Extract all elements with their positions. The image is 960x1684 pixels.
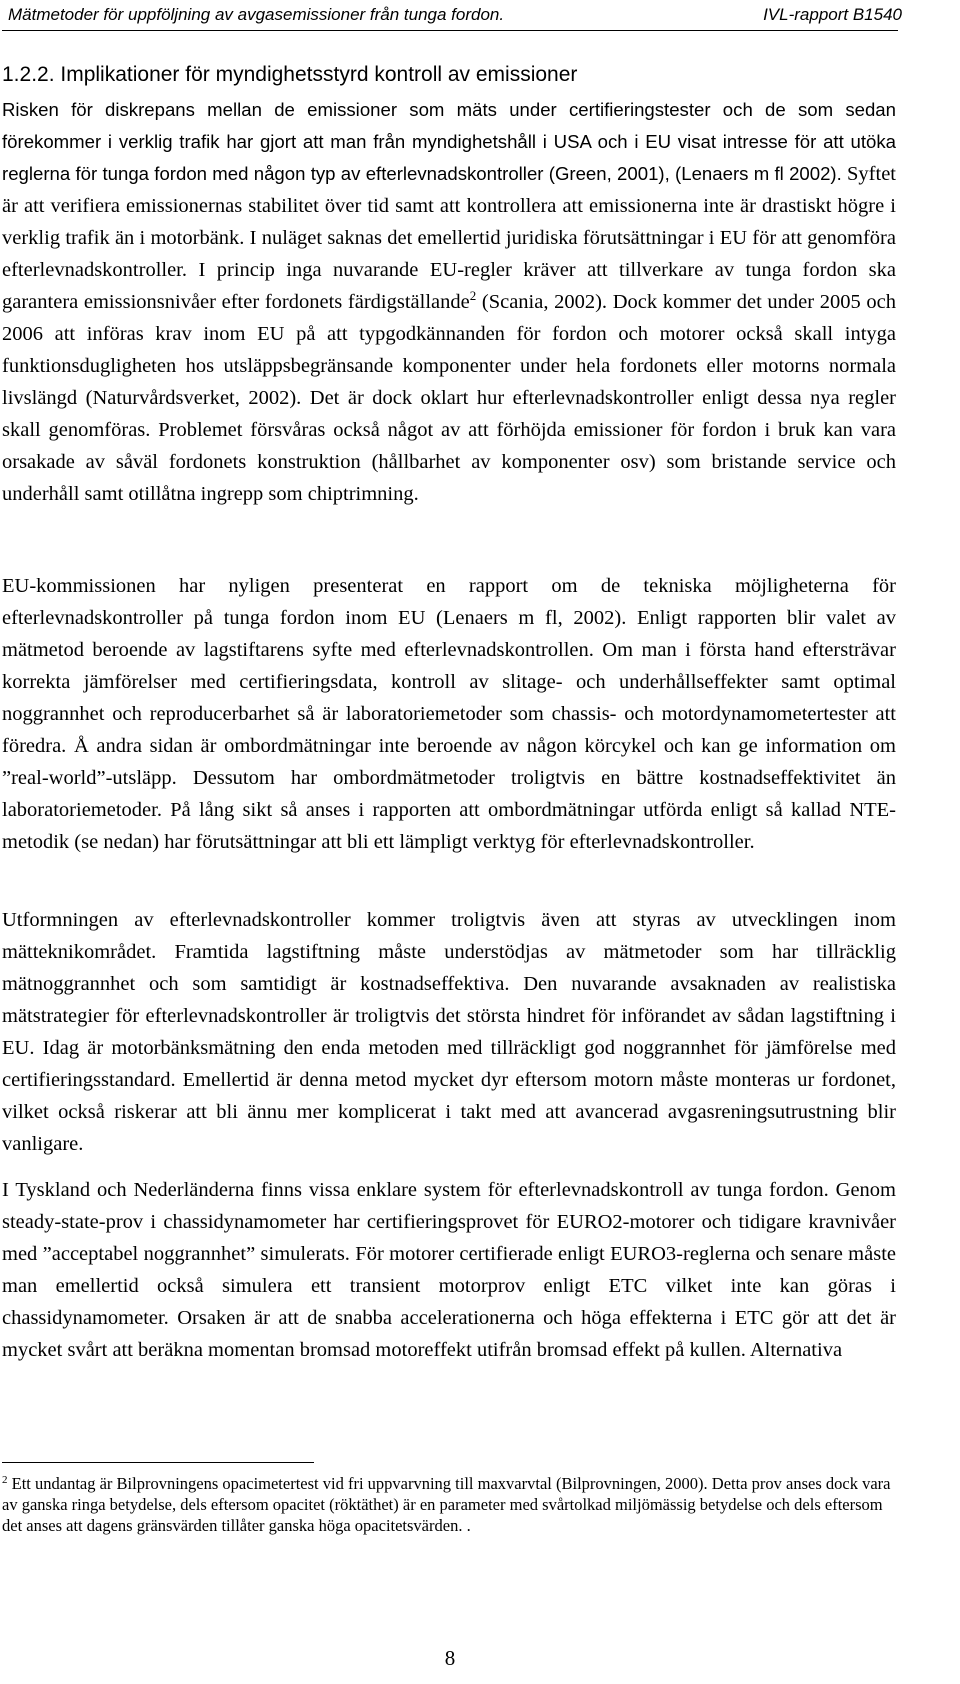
paragraph-1-part-b: (Scania, 2002). Dock kommer det under 2005 och 2006 att införas krav inom EU på att typgodkännanden för fordon och motorer också skall intyga funktionsdugligheten hos utsläppsbegränsande komponenter under hela fordonets eller motorns normala livslängd (Naturvårdsverket, 2002). Det är dock oklart hur efterlevnadskontroller enligt dessa nya regler skall genomföras. Problemet försvåras också något av att förhöjda emissioner för fordon i bruk kan vara orsakade av såväl fordonets konstruktion (hållbarhet av komponenter osv) som bristande service och underhåll samt otillåtna ingrepp som chiptrimning. xyxy=(2,291,896,505)
paragraph-1-part-a: Syftet är att verifiera emissionernas stabilitet över tid samt att kontrollera att emissionerna inte är drastiskt högre i verklig trafik än i motorbänk. I nuläget saknas det emellertid juridiska förutsättningar i EU för att genomföra efterlevnadskontroller. I princip inga nuvarande EU-regler kräver att tillverkare av tunga fordon ska garantera emissionsnivåer efter fordonets färdigställande xyxy=(2,163,897,313)
footnote-text: Ett undantag är Bilprovningens opacimetertest vid fri uppvarvning till maxvarvtal (Bilprovningen, 2000). Detta prov anses dock vara av ganska ringa betydelse, dels eftersom opacitet (röktäthet) är en parameter med svårtolkad miljömässig betydelse och dels eftersom det anses att dagens gränsvärden tillåter ganska höga opacitetsvärden. . xyxy=(2,1474,891,1535)
paragraph-1-sans-part: Risken för diskrepans mellan de emissioner som mäts under certifieringstester och de som sedan förekommer i verklig trafik har gjort att man från myndighetshåll i USA och i EU visat intresse för att utöka reglerna för tunga fordon med någon typ av efterlevnadskontroller (Green, 2001), (Lenaers m fl 2002). xyxy=(2,99,896,184)
paragraph-3: Utformningen av efterlevnadskontroller kommer troligtvis även att styras av utvecklingen inom mätteknikområdet. Framtida lagstiftning måste understödjas av mätmetoder som har tillräcklig mätnoggrannhet och som samtidigt är kostnadseffektiva. Den nuvarande avsaknaden av realistiska mätstrategier för efterlevnadskontroller är troligtvis det största hindret för införandet av sådan lagstiftning i EU. Idag är motorbänksmätning den enda metoden med tillräckligt god noggrannhet för jämförelse med certifieringsstandard. Emellertid är denna metod mycket dyr eftersom motorn måste monteras ur fordonet, vilket också riskerar att bli ännu mer komplicerat i takt med att avancerad avgasreningsutrustning blir vanligare. xyxy=(2,909,896,1155)
header-report-id: IVL-rapport B1540 xyxy=(763,5,902,24)
page-header xyxy=(0,4,960,32)
section-heading: 1.2.2. Implikationer för myndighetsstyrd kontroll av emissioner xyxy=(2,63,578,86)
header-title: Mätmetoder för uppföljning av avgasemissioner från tunga fordon. xyxy=(8,5,505,24)
header-rule xyxy=(2,30,898,31)
paragraph-1 xyxy=(2,94,896,510)
footnote-reference: 2 xyxy=(469,288,477,303)
footnote xyxy=(2,1473,898,1536)
paragraph-4: I Tyskland och Nederländerna finns vissa enklare system för efterlevnadskontroll av tunga fordon. Genom steady-state-prov i chassidynamometer har certifieringsprovet för EURO2-motorer och tidigare kravnivåer med ”acceptabel noggrannhet” simulerats. För motorer certifierade enligt EURO3-reglerna och senare måste man emellertid också simulera ett transient motorprov enligt ETC vilket inte kan göras i chassidynamometer. Orsaken är att de snabba accelerationerna och höga effekterna i ETC gör att det är mycket svårt att beräkna momentan bromsad motoreffekt utifrån bromsad effekt på kullen. Alternativa xyxy=(2,1179,896,1361)
footnote-marker: 2 xyxy=(2,1474,8,1486)
paragraph-2: EU-kommissionen har nyligen presenterat en rapport om de tekniska möjligheterna för efterlevnadskontroller på tunga fordon inom EU (Lenaers m fl, 2002). Enligt rapporten blir valet av mätmetod beroende av lagstiftarens syfte med efterlevnadskontrollen. Om man i första hand eftersträvar korrekta jämförelser med certifieringsdata, kontroll av slitage- och underhållseffekter samt optimal noggrannhet och reproducerbarhet så är laboratoriemetoder som chassis- och motordynamometertester att föredra. Å andra sidan är ombordmätningar inte beroende av någon körcykel och kan ge information om ”real-world”-utsläpp. Dessutom har ombordmätmetoder troligtvis en bättre kostnadseffektivitet än laboratoriemetoder. På lång sikt så anses i rapporten att ombordmätningar utförda enligt så kallad NTE-metodik (se nedan) har förutsättningar att bli ett lämpligt verktyg för efterlevnadskontroller. xyxy=(2,575,896,853)
page-number: 8 xyxy=(444,1646,456,1670)
footnote-rule xyxy=(2,1462,314,1463)
